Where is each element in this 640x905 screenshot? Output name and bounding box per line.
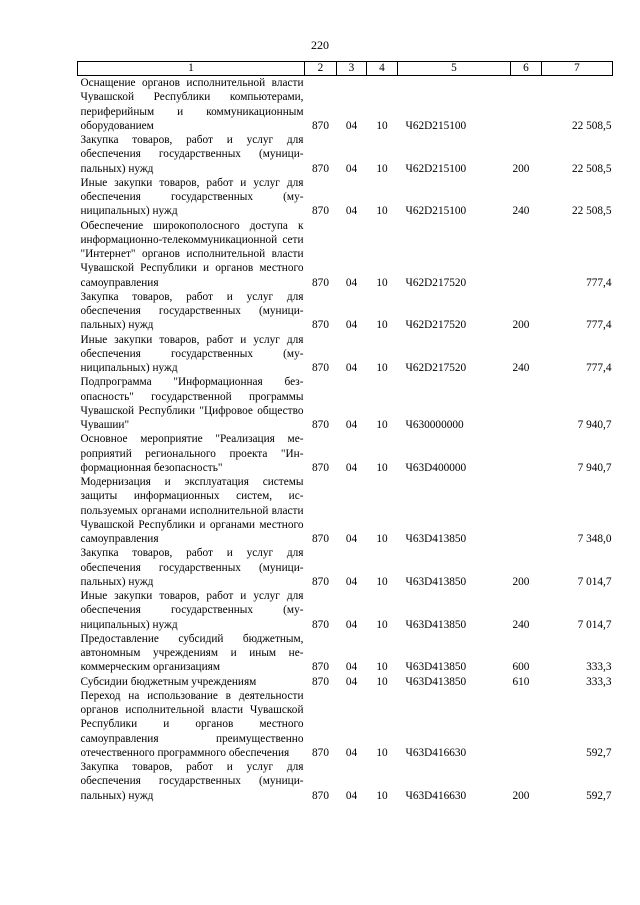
table-row	[78, 375, 613, 432]
target-article-code: Ч63D413850	[405, 661, 467, 674]
table-row	[78, 760, 613, 803]
expense-type-code: 200	[512, 162, 530, 175]
column-header-6: 6	[511, 62, 542, 76]
amount: 7 940,7	[577, 419, 612, 431]
budget-table	[77, 61, 613, 803]
admin-code: 870	[312, 419, 329, 431]
admin-code: 870	[312, 162, 329, 175]
amount: 7 348,0	[577, 533, 612, 545]
section-code: 04	[345, 362, 358, 374]
item-name: Модернизация и эксплуатация системы защиты информационных систем, используемых органами исполнительной власти Чувашской Республики и органами местного самоуправления	[80, 476, 304, 545]
expense-type-code	[511, 219, 542, 290]
admin-code: 870	[312, 789, 329, 802]
amount: 592,7	[586, 746, 612, 759]
amount: 777,4	[586, 276, 612, 289]
expense-type-code: 610	[512, 675, 530, 688]
table-row	[78, 333, 613, 376]
item-name: Закупка товаров, работ и услуг для обеспечения государственных (муниципальных) нужд	[80, 761, 304, 802]
table-row	[78, 290, 613, 333]
target-article-code: Ч62D215100	[405, 205, 467, 218]
section-code: 04	[345, 162, 358, 175]
expense-type-code	[511, 76, 542, 134]
table-row	[78, 432, 613, 475]
expense-type-code: 600	[512, 661, 530, 674]
target-article-code: Ч63D413850	[405, 575, 467, 588]
admin-code: 870	[312, 319, 329, 332]
admin-code: 870	[312, 461, 329, 474]
expense-type-code: 240	[512, 205, 530, 218]
section-code: 04	[345, 618, 358, 631]
expense-type-code: 200	[512, 575, 530, 588]
section-code: 04	[345, 319, 358, 332]
amount: 333,3	[586, 661, 612, 674]
amount: 22 508,5	[571, 162, 612, 175]
amount: 592,7	[586, 789, 612, 802]
section-code: 04	[345, 276, 358, 289]
section-code: 04	[345, 419, 358, 431]
target-article-code: Ч62D215100	[405, 162, 467, 175]
item-name: Оснащение органов исполнительной власти Чувашской Республики компьютерами, периферийным и коммуникационным оборудованием	[80, 77, 304, 132]
table-row	[78, 475, 613, 546]
subsection-code: 10	[376, 746, 388, 759]
amount: 22 508,5	[571, 205, 612, 218]
section-code: 04	[345, 533, 358, 545]
target-article-code: Ч62D217520	[405, 276, 467, 289]
target-article-code: Ч63D400000	[405, 461, 467, 474]
subsection-code: 10	[376, 319, 388, 332]
column-header-2: 2	[305, 62, 337, 76]
admin-code: 870	[312, 675, 329, 688]
admin-code: 870	[312, 205, 329, 218]
admin-code: 870	[312, 618, 329, 631]
table-row	[78, 675, 613, 689]
amount: 22 508,5	[571, 119, 612, 132]
item-name: Подпрограмма "Информационная безопасность" государственной программы Чувашской Республики "Цифровое общество Чувашии"	[80, 376, 304, 431]
header-row	[78, 62, 613, 76]
column-header-4: 4	[367, 62, 398, 76]
table-row	[78, 219, 613, 290]
subsection-code: 10	[376, 618, 388, 631]
item-name: Предоставление субсидий бюджетным, автономным учреждениям и иным некоммерческим организациям	[80, 632, 304, 674]
subsection-code: 10	[376, 162, 388, 175]
table-row	[78, 589, 613, 632]
section-code: 04	[345, 119, 358, 132]
expense-type-code: 240	[512, 362, 530, 374]
target-article-code: Ч62D215100	[405, 119, 467, 132]
page-number: 220	[311, 38, 329, 52]
subsection-code: 10	[376, 362, 388, 374]
item-name: Обеспечение широкополосного доступа к информационно-телекоммуникационной сети "Интернет" органов исполнительной власти Чувашской Республики и органов местного самоуправления	[80, 219, 304, 289]
table-row	[78, 546, 613, 589]
table-row	[78, 689, 613, 760]
expense-type-code	[511, 375, 542, 432]
amount: 777,4	[586, 319, 612, 332]
amount: 7 014,7	[577, 618, 612, 631]
target-article-code: Ч63D413850	[405, 618, 467, 631]
item-name: Иные закупки товаров, работ и услуг для обеспечения государственных (муниципальных) нужд	[80, 590, 304, 631]
admin-code: 870	[312, 276, 329, 289]
subsection-code: 10	[376, 675, 388, 688]
amount: 777,4	[586, 362, 612, 374]
admin-code: 870	[312, 661, 329, 674]
target-article-code: Ч62D217520	[405, 319, 467, 332]
column-header-3: 3	[337, 62, 367, 76]
item-name: Основное мероприятие "Реализация мероприятий регионального проекта "Информационная безопасность"	[80, 433, 304, 474]
admin-code: 870	[312, 533, 329, 545]
expense-type-code: 240	[512, 618, 530, 631]
table-body	[78, 76, 613, 803]
target-article-code: Ч63D416630	[405, 746, 467, 759]
amount: 333,3	[586, 675, 612, 688]
column-header-7: 7	[542, 62, 613, 76]
item-name: Иные закупки товаров, работ и услуг для обеспечения государственных (муниципальных) нужд	[80, 176, 304, 218]
section-code: 04	[345, 675, 358, 688]
table-row	[78, 133, 613, 176]
admin-code: 870	[312, 362, 329, 374]
item-name: Иные закупки товаров, работ и услуг для обеспечения государственных (муниципальных) нужд	[80, 333, 304, 374]
section-code: 04	[345, 661, 358, 674]
subsection-code: 10	[376, 419, 388, 431]
admin-code: 870	[312, 575, 329, 588]
amount: 7 940,7	[577, 461, 612, 474]
section-code: 04	[345, 205, 358, 218]
target-article-code: Ч630000000	[405, 419, 464, 431]
subsection-code: 10	[376, 461, 388, 474]
table-row	[78, 76, 613, 134]
target-article-code: Ч63D416630	[405, 789, 467, 802]
subsection-code: 10	[376, 661, 388, 674]
item-name: Субсидии бюджетным учреждениям	[80, 675, 257, 688]
column-header-1: 1	[78, 62, 305, 76]
item-name: Закупка товаров, работ и услуг для обеспечения государственных (муниципальных) нужд	[80, 547, 304, 588]
subsection-code: 10	[376, 533, 388, 545]
subsection-code: 10	[376, 789, 388, 802]
section-code: 04	[345, 789, 358, 802]
amount: 7 014,7	[577, 575, 612, 588]
subsection-code: 10	[376, 276, 388, 289]
target-article-code: Ч62D217520	[405, 362, 467, 374]
item-name: Переход на использование в деятельности органов исполнительной власти Чувашской Республики и органов местного самоуправления преимущественно отечественного программного обеспечения	[80, 689, 304, 759]
expense-type-code	[511, 475, 542, 546]
subsection-code: 10	[376, 205, 388, 218]
target-article-code: Ч63D413850	[405, 675, 467, 688]
admin-code: 870	[312, 746, 329, 759]
item-name: Закупка товаров, работ и услуг для обеспечения государственных (муниципальных) нужд	[80, 134, 304, 175]
subsection-code: 10	[376, 119, 388, 132]
expense-type-code: 200	[512, 789, 530, 802]
table-header	[78, 62, 613, 76]
table-row	[78, 632, 613, 675]
section-code: 04	[345, 746, 358, 759]
expense-type-code	[511, 689, 542, 760]
section-code: 04	[345, 461, 358, 474]
target-article-code: Ч63D413850	[405, 533, 467, 545]
section-code: 04	[345, 575, 358, 588]
table-row	[78, 176, 613, 219]
expense-type-code: 200	[512, 319, 530, 332]
item-name: Закупка товаров, работ и услуг для обеспечения государственных (муниципальных) нужд	[80, 290, 304, 332]
subsection-code: 10	[376, 575, 388, 588]
expense-type-code	[511, 432, 542, 475]
admin-code: 870	[312, 119, 329, 132]
column-header-5: 5	[398, 62, 511, 76]
